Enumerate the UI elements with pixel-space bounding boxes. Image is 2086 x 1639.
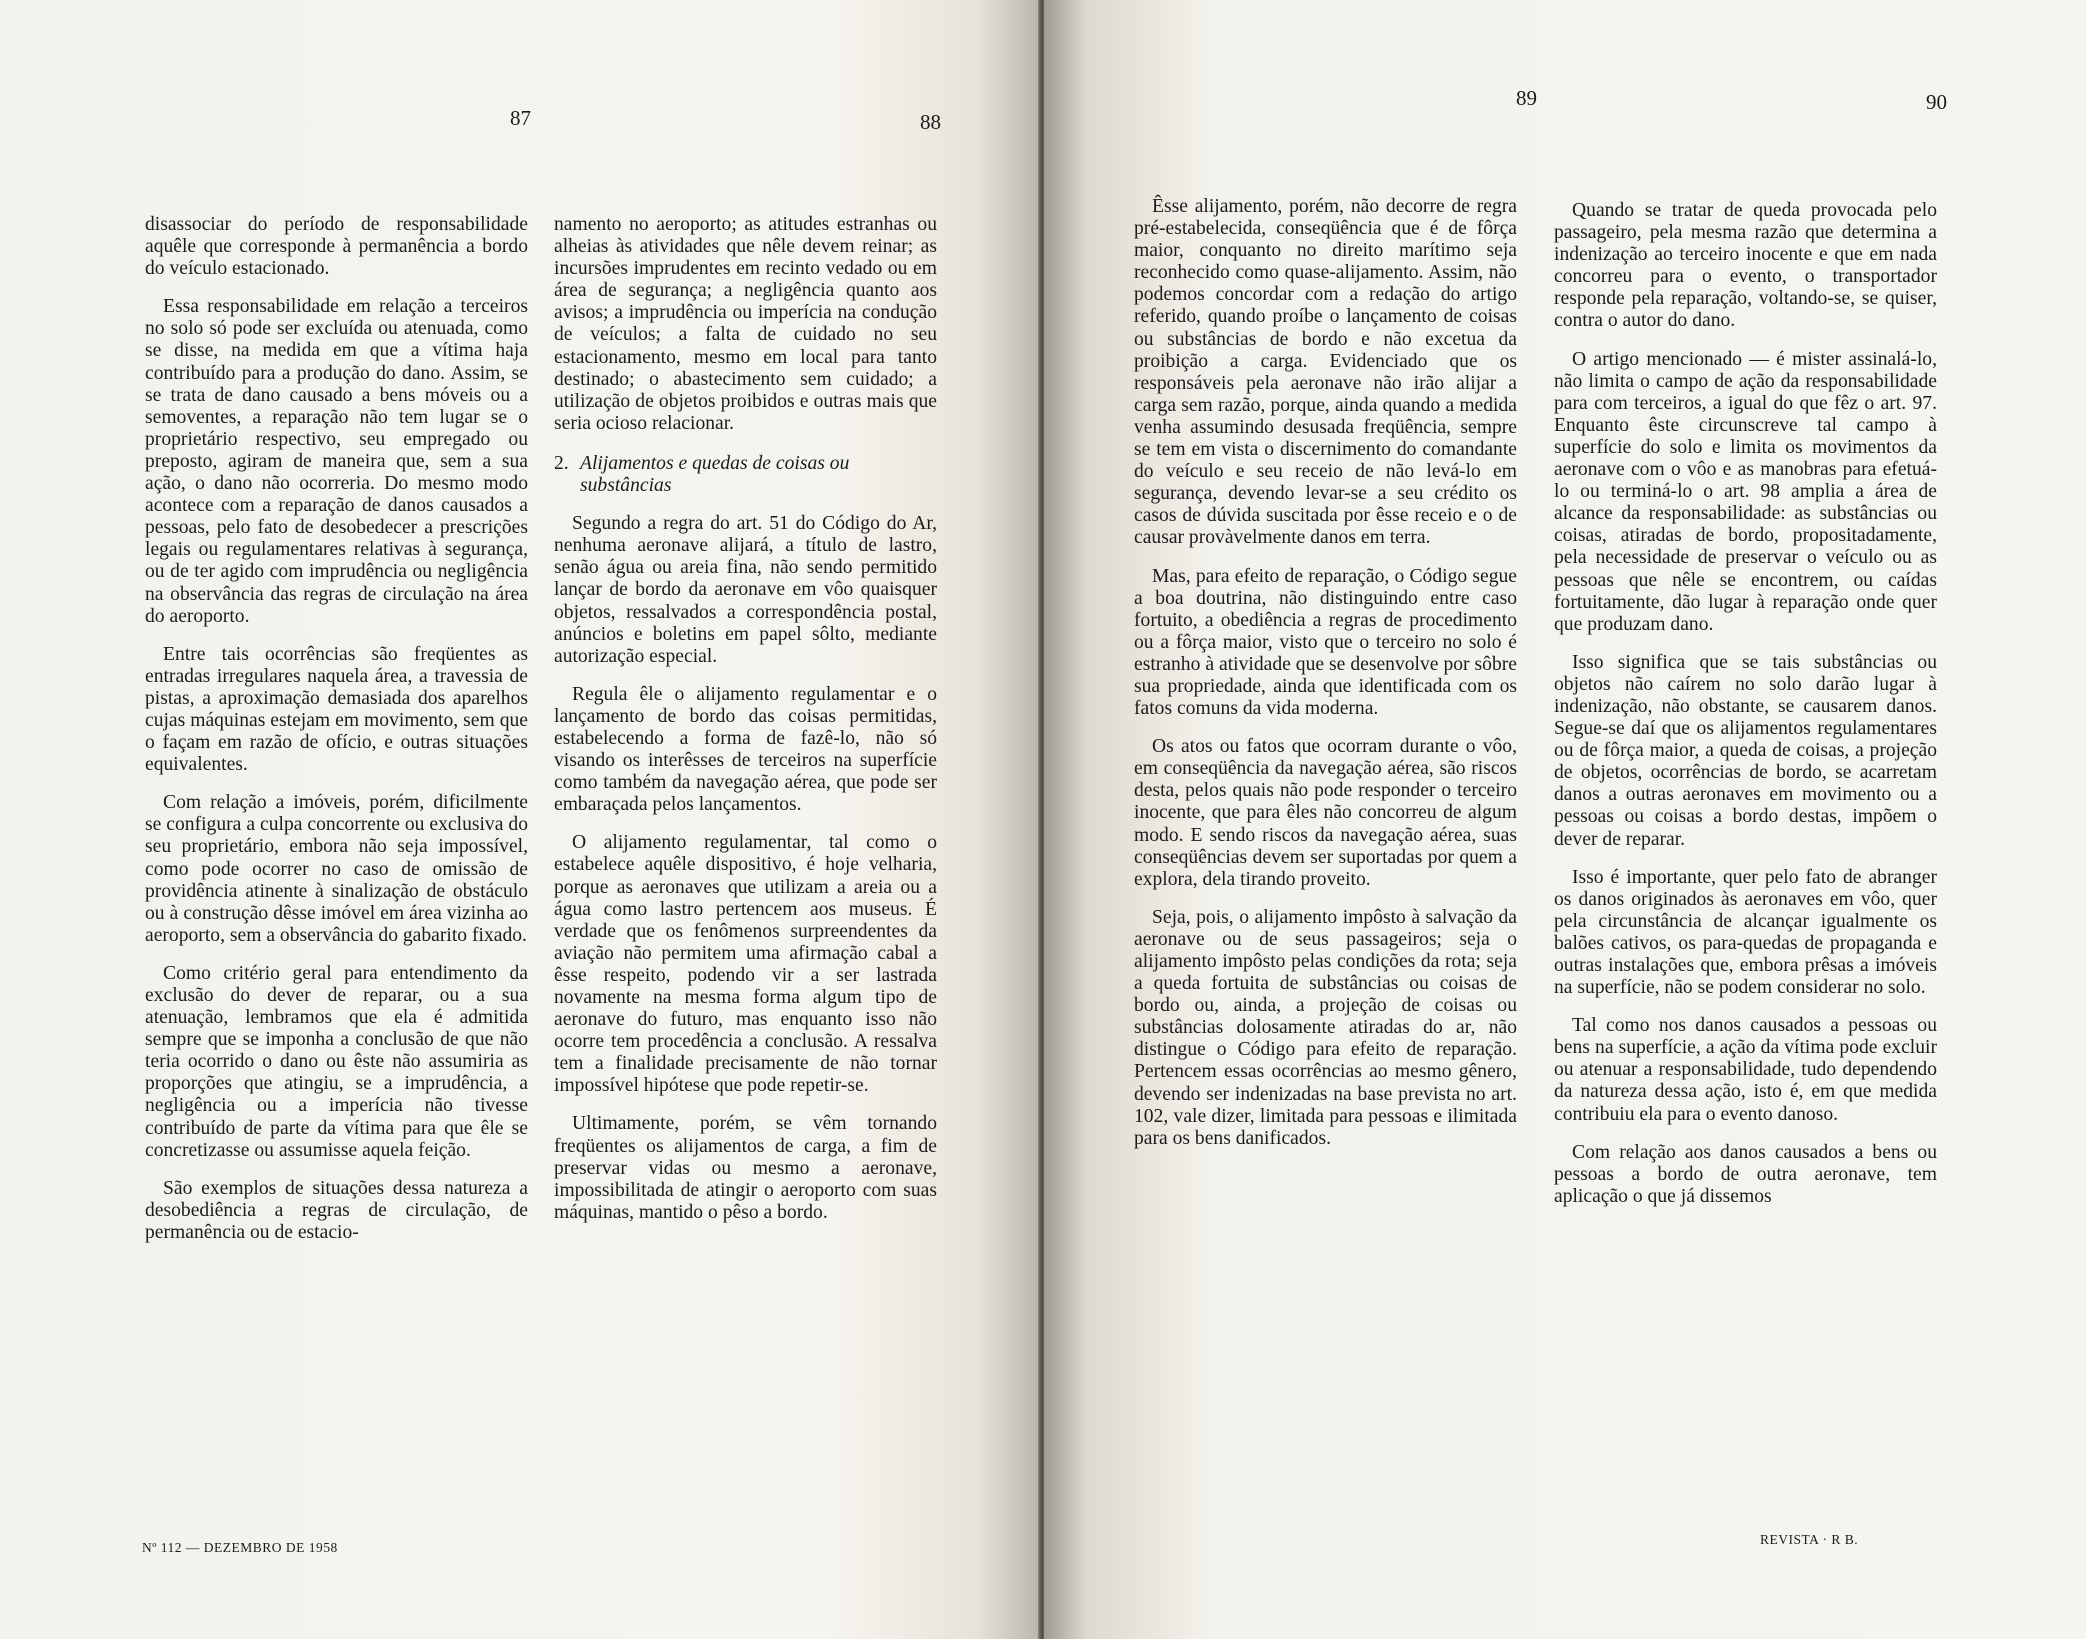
page-90-column: [1554, 200, 1937, 1224]
paragraph: O artigo mencionado — é mister assinalá-lo, não limita o campo de ação da responsabilidade para com terceiros, a igual do que fêz o art. 97. Enquanto êste circunscreve tal campo à superfície do solo e limita os movimentos da aeronave com o vôo e as manobras para efetuá-lo ou terminá-lo o art. 98 amplia a área de alcance da responsabilidade: as substâncias ou coisas, atiradas de bordo, propositadamente, pela necessidade de preservar o veículo ou as pessoas que nêle se encontrem, ou caídas fortuitamente, dão lugar à reparação onde quer que produzam dano.: [1554, 348, 1937, 635]
page-87-column: [145, 214, 528, 1260]
paragraph: Quando se tratar de queda provocada pelo passageiro, pela mesma razão que determina a indenização ao terceiro inocente e que em nada concorreu para o evento, o transportador responde pela reparação, voltando-se, se quiser, contra o autor do dano.: [1554, 200, 1937, 332]
section-title: Alijamentos e quedas de coisas ou substâncias: [580, 452, 850, 497]
paragraph: Isso é importante, quer pelo fato de abranger os danos originados às aeronaves em vôo, quer pela circunstância de alcançar igualmente os balões cativos, os para-quedas de propaganda e outras instalações que, embora prêsas a imóveis na superfície, não se podem considerar no solo.: [1554, 866, 1937, 999]
section-heading: [554, 453, 937, 497]
page-89-column: [1134, 196, 1517, 1166]
right-spread: [1044, 0, 2086, 1639]
paragraph: Isso significa que se tais substâncias ou objetos não caírem no solo darão lugar à indenização, não obstante, se causarem danos. Segue-se daí que os alijamentos regulamentares ou de fôrça maior, a queda de coisas, a projeção de objetos, ocorrências de bordo, se acarretam danos a outras aeronaves em movimento ou a pessoas ou coisas a bordo destas, impõem o dever de reparar.: [1554, 651, 1937, 850]
paragraph: Como critério geral para entendimento da exclusão do dever de reparar, ou a sua atenuação, lembramos que ela é admitida sempre que se imponha a conclusão de que não teria ocorrido o dano ou êste não assumiria as proporções que atingiu, se a imprudência, a negligência ou a imperícia não tivesse contribuído de parte da vítima para que êle se concretizasse ou assumisse aquela feição.: [145, 962, 528, 1161]
paragraph: Regula êle o alijamento regulamentar e o lançamento de bordo das coisas permitidas, estabelecendo a forma de fazê-lo, não só visando os interêsses de terceiros na superfície como também da navegação aérea, que pode ser embaraçada pelos lançamentos.: [554, 683, 937, 816]
paragraph: Mas, para efeito de reparação, o Código segue a boa doutrina, não distinguindo entre caso fortuito, a obediência a regras de procedimento ou a fôrça maior, visto que o terceiro no solo é estranho à atividade que se desenvolve por sôbre sua propriedade, ainda que identificada com os fatos comuns da vida moderna.: [1134, 565, 1517, 720]
paragraph: Entre tais ocorrências são freqüentes as entradas irregulares naquela área, a travessia de pistas, a aproximação demasiada dos aparelhos cujas máquinas estejam em movimento, sem que o façam em razão de ofício, e outras situações equivalentes.: [145, 643, 528, 776]
paragraph: Ultimamente, porém, se vêm tornando freqüentes os alijamentos de carga, a fim de preservar vidas ou mesmo a aeronave, impossibilitada de atingir o aeroporto com suas máquinas, mantido o pêso a bordo.: [554, 1113, 937, 1223]
paragraph: disassociar do período de responsabilidade aquêle que corresponde à permanência a bordo do veículo estacionado.: [145, 214, 528, 280]
paragraph: Segundo a regra do art. 51 do Código do Ar, nenhuma aeronave alijará, a título de lastro, senão água ou areia fina, não sendo permitido lançar de bordo da aeronave em vôo quaisquer objetos, ressalvados a correspondência postal, anúncios e boletins em papel sôlto, mediante autorização especial.: [554, 513, 937, 667]
page-number-87: 87: [510, 106, 531, 130]
paragraph: Com relação a imóveis, porém, dificilmente se configura a culpa concorrente ou exclusiva do seu proprietário, embora não seja impossível, como pode ocorrer no caso de omissão de providência atinente à sinalização de obstáculo ou à construção dêsse imóvel em área vizinha ao aeroporto, sem a observância do gabarito fixado.: [145, 792, 528, 946]
paragraph: O alijamento regulamentar, tal como o estabelece aquêle dispositivo, é hoje velharia, porque as aeronaves que utilizam a areia ou a água como lastro pertencem aos museus. É verdade que os fenômenos surpreendentes da aviação não permitem uma afirmação cabal a êsse respeito, podendo vir a ser lastrada novamente na mesma forma algum tipo de aeronave do futuro, mas enquanto isso não ocorre tem procedência a conclusão. A ressalva tem a finalidade precisamente de não tornar impossível hipótese que pode repetir-se.: [554, 832, 937, 1097]
page-footer-right: REVISTA · R B.: [1760, 1532, 1859, 1547]
page-88-column: [554, 214, 937, 1240]
page-number-88: 88: [920, 110, 941, 134]
paragraph: Com relação aos danos causados a bens ou pessoas a bordo de outra aeronave, tem aplicação o que já dissemos: [1554, 1141, 1937, 1207]
paragraph: Essa responsabilidade em relação a terceiros no solo só pode ser excluída ou atenuada, como se disse, na medida em que a vítima haja contribuído para a produção do dano. Assim, se se trata de dano causado a bens móveis ou a semoventes, a reparação não tem lugar se o proprietário respectivo, seu empregado ou preposto, agiram de maneira que, sem a sua ação, o dano não ocorreria. Do mesmo modo acontece com a reparação de danos causados a pessoas, pelo fato de desobedecer a prescrições legais ou regulamentares relativas à segurança, ou de ter agido com imprudência ou negligência na observância das regras de circulação na área do aeroporto.: [145, 296, 528, 627]
paragraph: São exemplos de situações dessa natureza a desobediência a regras de circulação, de permanência ou de estacio-: [145, 1177, 528, 1243]
paragraph: Seja, pois, o alijamento impôsto à salvação da aeronave ou de seus passageiros; seja o alijamento impôsto pelas condições da rota; seja a queda fortuita de substâncias ou coisas de bordo ou, ainda, a projeção de coisas ou substâncias dolosamente atiradas do ar, não distingue o Código para efeito de reparação. Pertencem essas ocorrências ao mesmo gênero, devendo ser indenizadas na base prevista no art. 102, vale dizer, limitada para pessoas e ilimitada para os bens danificados.: [1134, 906, 1517, 1149]
paragraph: Êsse alijamento, porém, não decorre de regra pré-estabelecida, conseqüência que é de fôrça maior, conquanto no direito marítimo seja reconhecido como quase-alijamento. Assim, não podemos concordar com a redação do artigo referido, quando proíbe o lançamento de coisas ou substâncias de bordo e não excetua da proibição a carga. Evidenciado que os responsáveis pela aeronave não irão alijar a carga sem razão, porque, ainda quando a medida venha assumindo desusada freqüência, sempre se tem em vista o discernimento do comandante do veículo e seu receio de não levá-lo em segurança, devendo levar-se a seu crédito os casos de dúvida suscitada por êsse receio e o de causar provàvelmente danos em terra.: [1134, 196, 1517, 549]
paragraph: Tal como nos danos causados a pessoas ou bens na superfície, a ação da vítima pode excluir ou atenuar a responsabilidade, tudo dependendo da natureza dessa ação, isto é, em que medida contribuiu ela para o evento danoso.: [1554, 1015, 1937, 1125]
page-footer-left: Nº 112 — DEZEMBRO DE 1958: [142, 1540, 338, 1555]
paragraph: namento no aeroporto; as atitudes estranhas ou alheias às atividades que nêle devem reinar; as incursões imprudentes em recinto vedado ou em área de segurança; a negligência quanto aos avisos; a imprudência ou imperícia na condução de veículos; a falta de cuidado no seu estacionamento, mesmo em local para tanto destinado; o abastecimento sem cuidado; a utilização de objetos proibidos e outras mais que seria ocioso relacionar.: [554, 214, 937, 434]
section-number: 2.: [554, 452, 569, 474]
left-spread: [0, 0, 1040, 1639]
page-number-90: 90: [1926, 90, 1947, 114]
paragraph: Os atos ou fatos que ocorram durante o vôo, em conseqüência da navegação aérea, são riscos desta, pelos quais não pode responder o terceiro inocente, que para êles não concorreu de algum modo. E sendo riscos da navegação aérea, suas conseqüências devem ser suportadas por quem a explora, dela tirando proveito.: [1134, 736, 1517, 890]
page-number-89: 89: [1516, 86, 1537, 110]
